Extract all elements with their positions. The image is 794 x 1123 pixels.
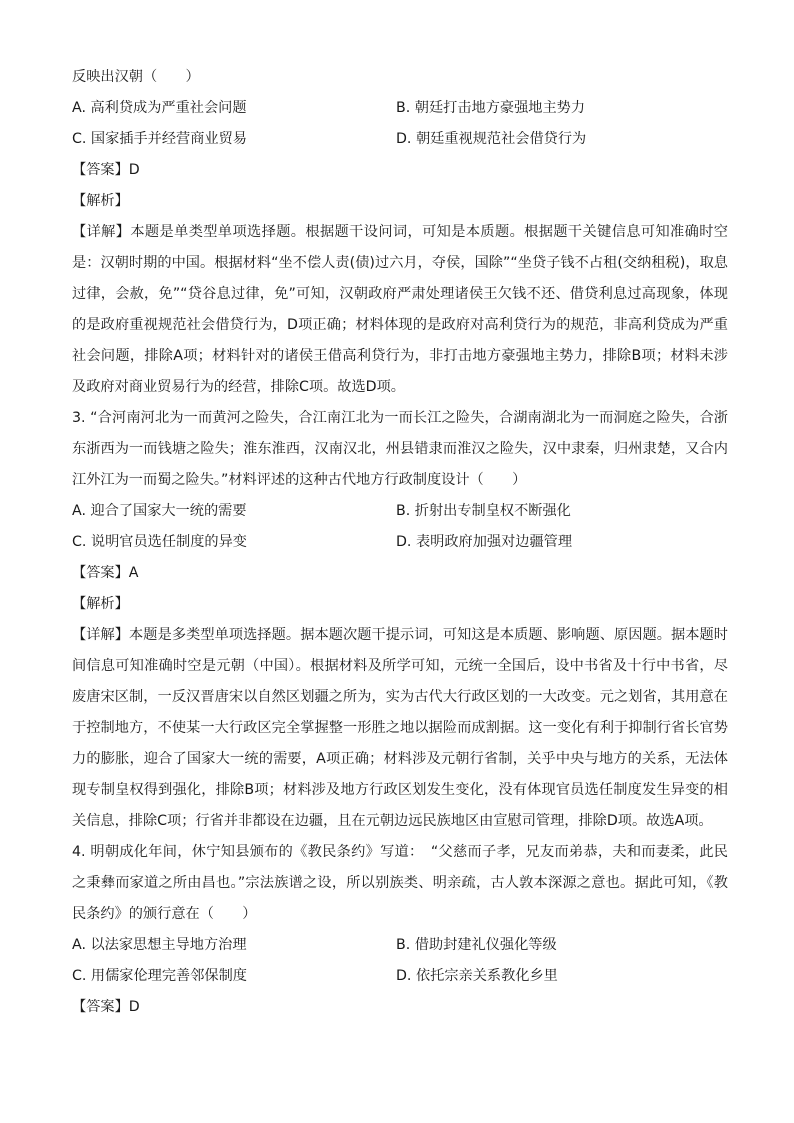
q2-options-row-2 (72, 124, 728, 155)
q4-options-row-1 (72, 930, 728, 961)
q2-option-d: D. 朝廷重视规范社会借贷行为 (396, 131, 587, 147)
q3-analysis-label: 【解析】 (72, 596, 129, 612)
q3-detail: 【详解】本题是多类型单项选择题。据本题次题干提示词，可知这是本质题、影响题、原因题。据本题时间信息可知准确时空是元朝（中国）。根据材料及所学可知，元统一全国后，设中书省及十行中书省，尽废唐宋区制，一反汉晋唐宋以自然区划疆之所为，实为古代大行政区划的一大改变。元之划省，其用意在于控制地方，不使某一大行政区完全掌握整一形胜之地以据险而成割据。这一变化有利于抑制行省长官势力的膨胀，迎合了国家大一统的需要，A项正确；材料涉及元朝行省制，关乎中央与地方的关系，无法体现专制皇权得到强化，排除B项；材料涉及地方行政区划发生变化，没有体现官员选任制度发生异变的相关信息，排除C项；行省并非都设在边疆，且在元朝边远民族地区由宣慰司管理，排除D项。故选A项。 (72, 627, 728, 829)
q3-answer: 【答案】A (72, 565, 139, 581)
page-content (72, 62, 728, 1023)
q2-analysis-label: 【解析】 (72, 193, 129, 209)
q4-answer: 【答案】D (72, 999, 140, 1015)
q2-option-b: B. 朝廷打击地方豪强地主势力 (396, 100, 586, 116)
q4-options-row-2 (72, 961, 728, 992)
q2-option-a: A. 高利贷成为严重社会问题 (72, 100, 247, 116)
q3-option-d: D. 表明政府加强对边疆管理 (396, 534, 573, 550)
q3-options-row-2 (72, 527, 728, 558)
q4-option-d: D. 依托宗亲关系教化乡里 (396, 968, 558, 984)
q2-detail: 【详解】本题是单类型单项选择题。根据题干设问词，可知是本质题。根据题干关键信息可知准确时空是：汉朝时期的中国。根据材料“坐不偿人责(债)过六月，夺侯，国除”“坐贷子钱不占租(交纳租税)，取息过律，会赦，免”“贷谷息过律，免”可知，汉朝政府严肃处理诸侯王欠钱不还、借贷利息过高现象，体现的是政府重视规范社会借贷行为，D项正确；材料体现的是政府对高利贷行为的规范，非高利贷成为严重社会问题，排除A项；材料针对的诸侯王借高利贷行为，非打击地方豪强地主势力，排除B项；材料未涉及政府对商业贸易行为的经营，排除C项。故选D项。 (72, 224, 728, 395)
q4-stem: 4. 明朝成化年间，休宁知县颁布的《教民条约》写道： “父慈而子孝，兄友而弟恭，夫和而妻柔，此民之秉彝而家道之所由昌也。”宗法族谱之设，所以别族类、明亲疏，古人敦本深源之意也。据此可知，《教民条约》的颁行意在（ ） (72, 844, 728, 922)
q3-option-b: B. 折射出专制皇权不断强化 (396, 503, 571, 519)
q3-option-c: C. 说明官员选任制度的异变 (72, 534, 247, 550)
q2-answer: 【答案】D (72, 162, 140, 178)
q4-option-c: C. 用儒家伦理完善邻保制度 (72, 968, 247, 984)
q4-option-a: A. 以法家思想主导地方治理 (72, 937, 247, 953)
q3-option-a: A. 迎合了国家大一统的需要 (72, 503, 247, 519)
q3-stem: 3. “合河南河北为一而黄河之险失，合江南江北为一而长江之险失，合湖南湖北为一而洞庭之险失，合浙东浙西为一而钱塘之险失；淮东淮西，汉南汉北，州县错隶而淮汉之险失，汉中隶秦，归州隶楚，又合内江外江为一而蜀之险失。”材料评述的这种古代地方行政制度设计（ ） (72, 410, 728, 488)
q3-options-row-1 (72, 496, 728, 527)
q2-options-row-1 (72, 93, 728, 124)
q4-option-b: B. 借助封建礼仪强化等级 (396, 937, 557, 953)
q2-stem-tail: 反映出汉朝（ ） (72, 69, 200, 85)
q2-option-c: C. 国家插手并经营商业贸易 (72, 131, 247, 147)
